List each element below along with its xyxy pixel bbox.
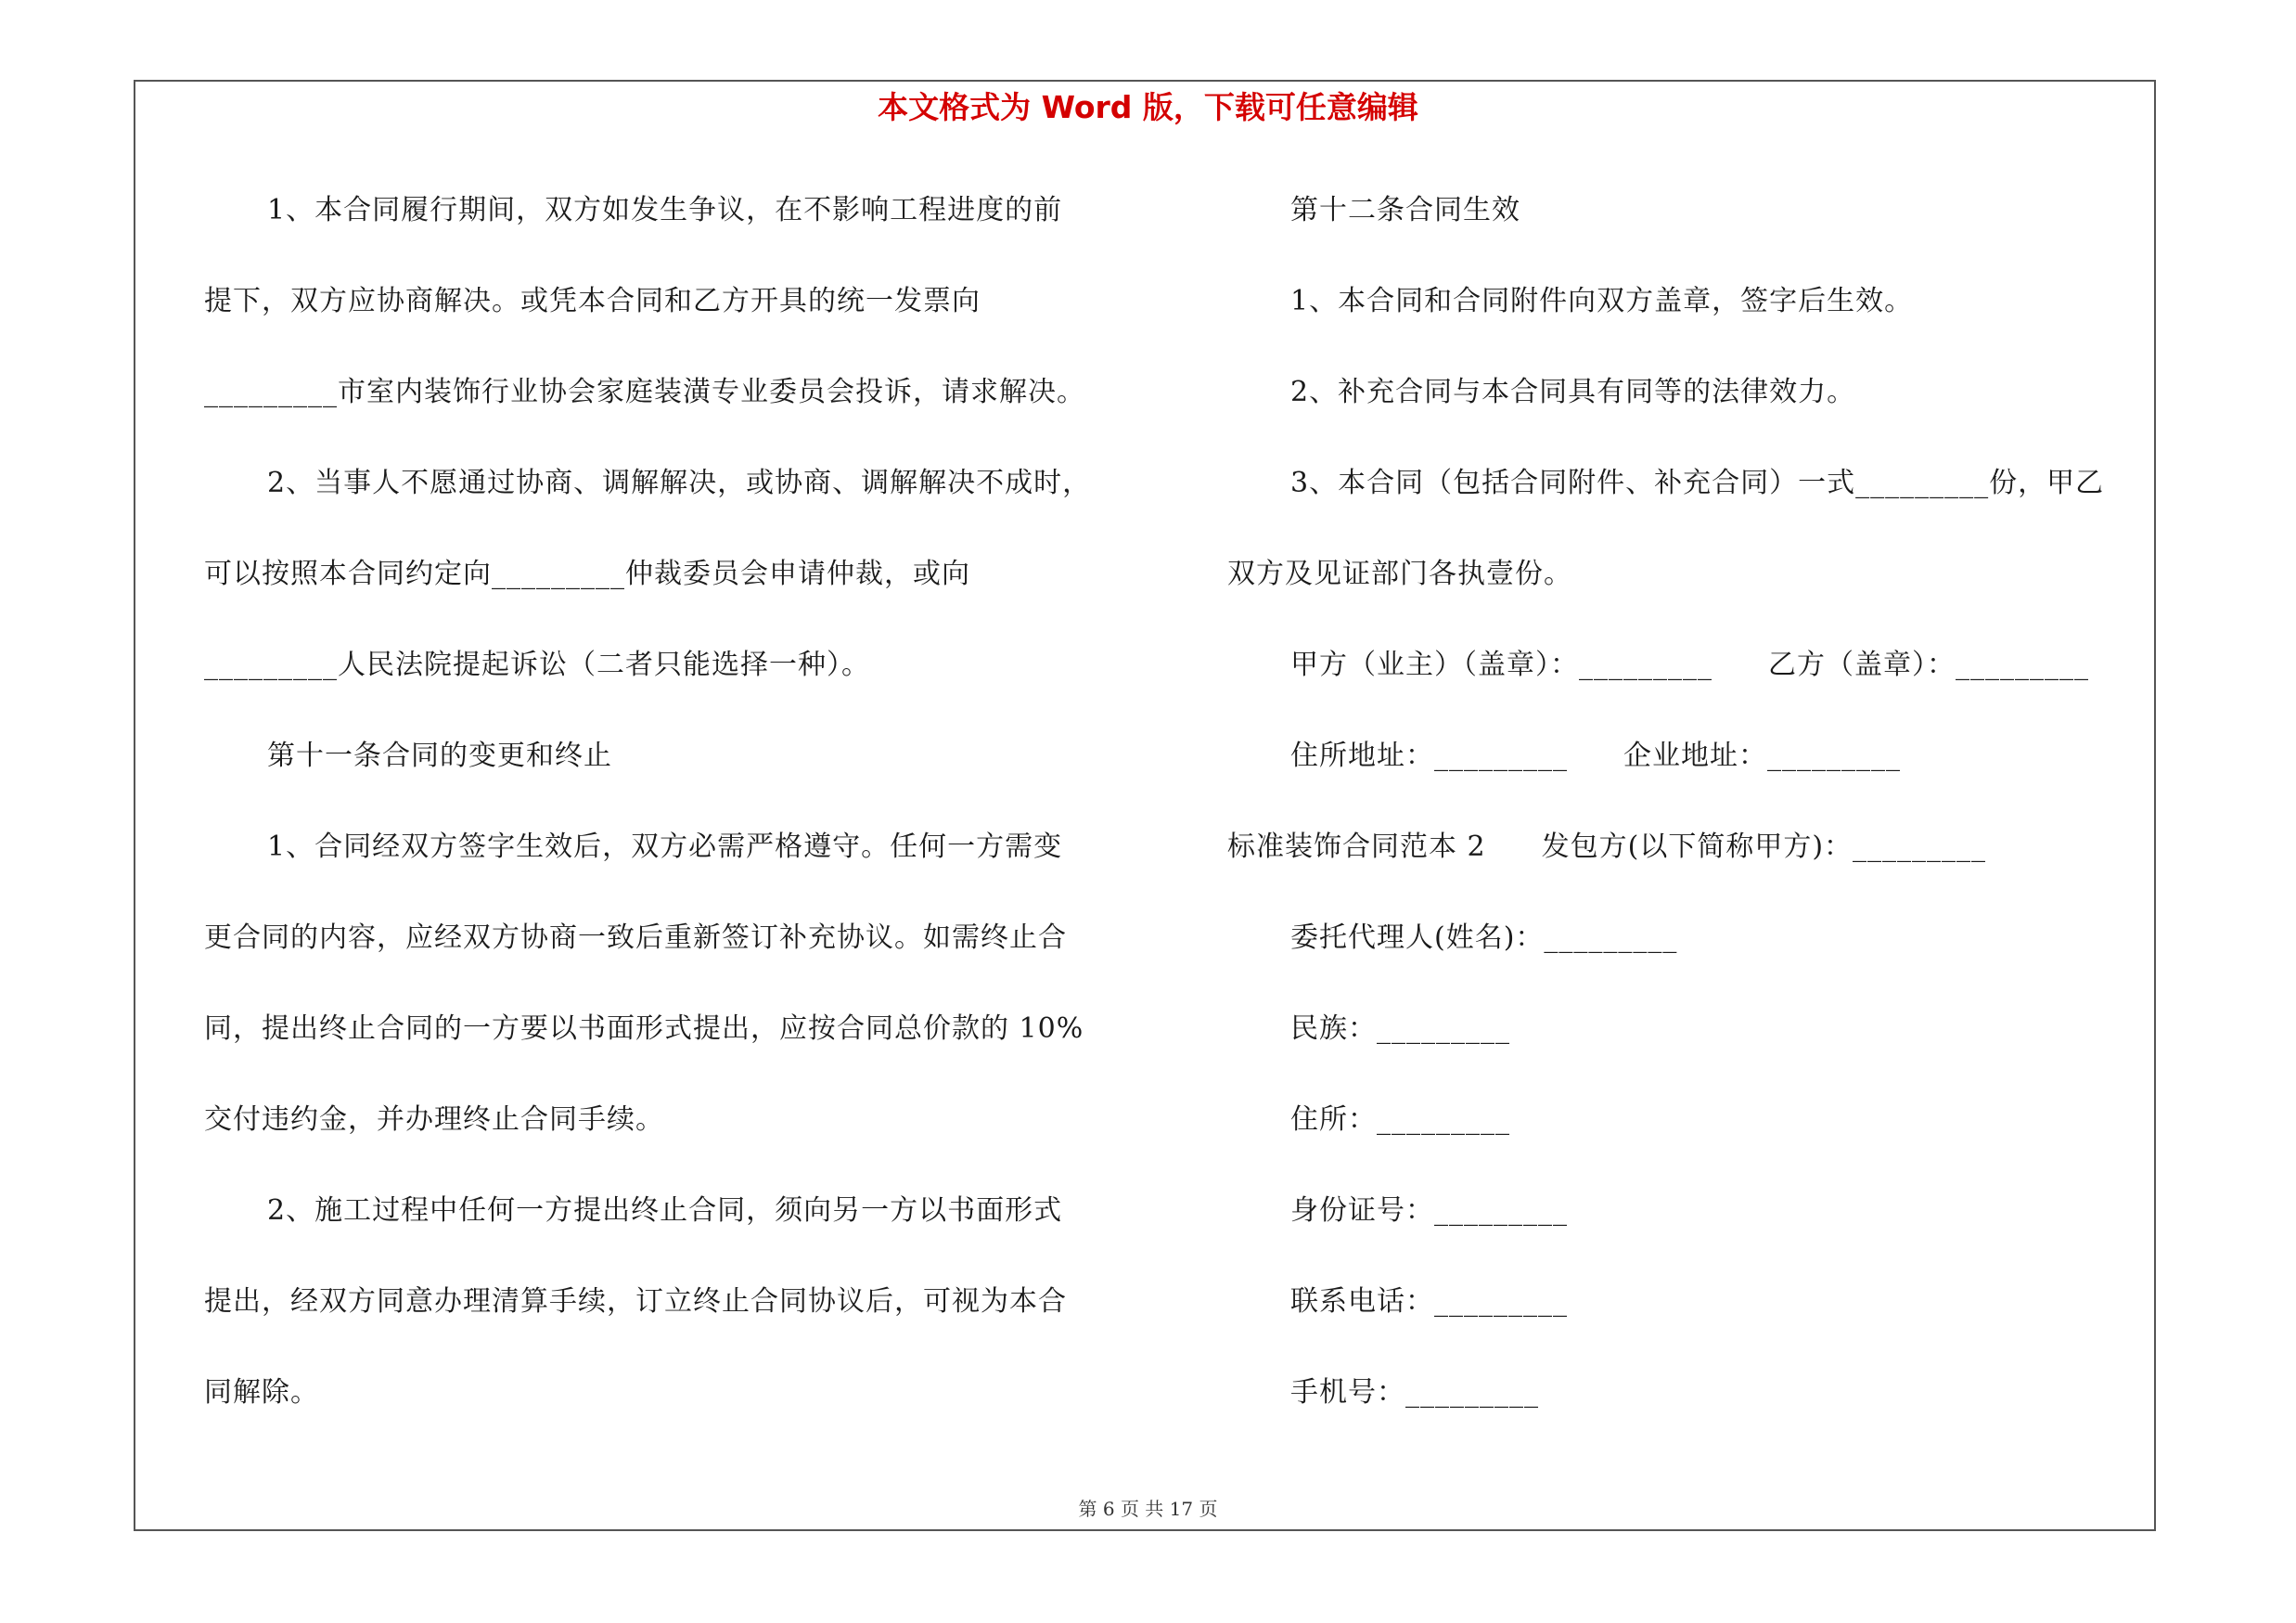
agent-name-field: 委托代理人(姓名)：_________ (1290, 921, 1678, 954)
paragraph-line: 同解除。 (204, 1376, 319, 1409)
paragraph-line: 1、本合同和合同附件向双方盖章，签字后生效。 (1290, 285, 1914, 317)
party-a-seal-field: 甲方（业主）（盖章）：_________ (1290, 649, 1712, 681)
paragraph-line: 2、施工过程中任何一方提出终止合同，须向另一方以书面形式 (267, 1194, 1063, 1227)
signature-row (1227, 637, 2155, 728)
paragraph-line: 更合同的内容，应经双方协商一致后重新签订补充协议。如需终止合 (204, 921, 1067, 954)
ethnicity-field: 民族：_________ (1290, 1012, 1510, 1045)
template-row (1227, 818, 2155, 909)
paragraph-line: 2、补充合同与本合同具有同等的法律效力。 (1290, 376, 1856, 408)
residence-address-field: 住所地址：_________ (1290, 740, 1568, 772)
address-row (1227, 728, 2155, 818)
residence-field: 住所：_________ (1290, 1103, 1510, 1136)
format-banner: 本文格式为 Word 版，下载可任意编辑 (878, 89, 1418, 125)
company-address-field: 企业地址：_________ (1623, 740, 1901, 772)
section-heading: 第十一条合同的变更和终止 (267, 740, 612, 772)
paragraph-line: 交付违约金，并办理终止合同手续。 (204, 1103, 664, 1136)
party-b-seal-field: 乙方（盖章）：_________ (1768, 649, 2089, 681)
section-heading: 第十二条合同生效 (1290, 194, 1520, 226)
left-column (204, 182, 1169, 1455)
phone-field: 联系电话：_________ (1290, 1285, 1568, 1318)
paragraph-line: 双方及见证部门各执壹份。 (1227, 558, 1572, 590)
paragraph-line: 提下，双方应协商解决。或凭本合同和乙方开具的统一发票向 (204, 285, 981, 317)
template-title: 标准装饰合同范本 2 (1227, 831, 1486, 863)
right-column (1227, 182, 2155, 1455)
paragraph-line: 可以按照本合同约定向_________仲裁委员会申请仲裁，或向 (204, 558, 970, 590)
paragraph-line: 提出，经双方同意办理清算手续，订立终止合同协议后，可视为本合 (204, 1285, 1067, 1318)
paragraph-line: _________人民法院提起诉讼（二者只能选择一种）。 (204, 649, 870, 681)
paragraph-line: 2、当事人不愿通过协商、调解解决，或协商、调解解决不成时， (267, 467, 1092, 499)
paragraph-line: _________市室内装饰行业协会家庭装潢专业委员会投诉，请求解决。 (204, 376, 1085, 408)
mobile-field: 手机号：_________ (1290, 1376, 1539, 1409)
paragraph-line: 3、本合同（包括合同附件、补充合同）一式_________份，甲乙 (1290, 467, 2105, 499)
employer-field: 发包方(以下简称甲方)：_________ (1541, 831, 1987, 863)
paragraph-line: 1、合同经双方签字生效后，双方必需严格遵守。任何一方需变 (267, 831, 1063, 863)
page-number: 第 6 页 共 17 页 (1078, 1498, 1218, 1520)
id-number-field: 身份证号：_________ (1290, 1194, 1568, 1227)
paragraph-line: 同，提出终止合同的一方要以书面形式提出，应按合同总价款的 10% (204, 1012, 1084, 1045)
paragraph-line: 1、本合同履行期间，双方如发生争议，在不影响工程进度的前 (267, 194, 1063, 226)
